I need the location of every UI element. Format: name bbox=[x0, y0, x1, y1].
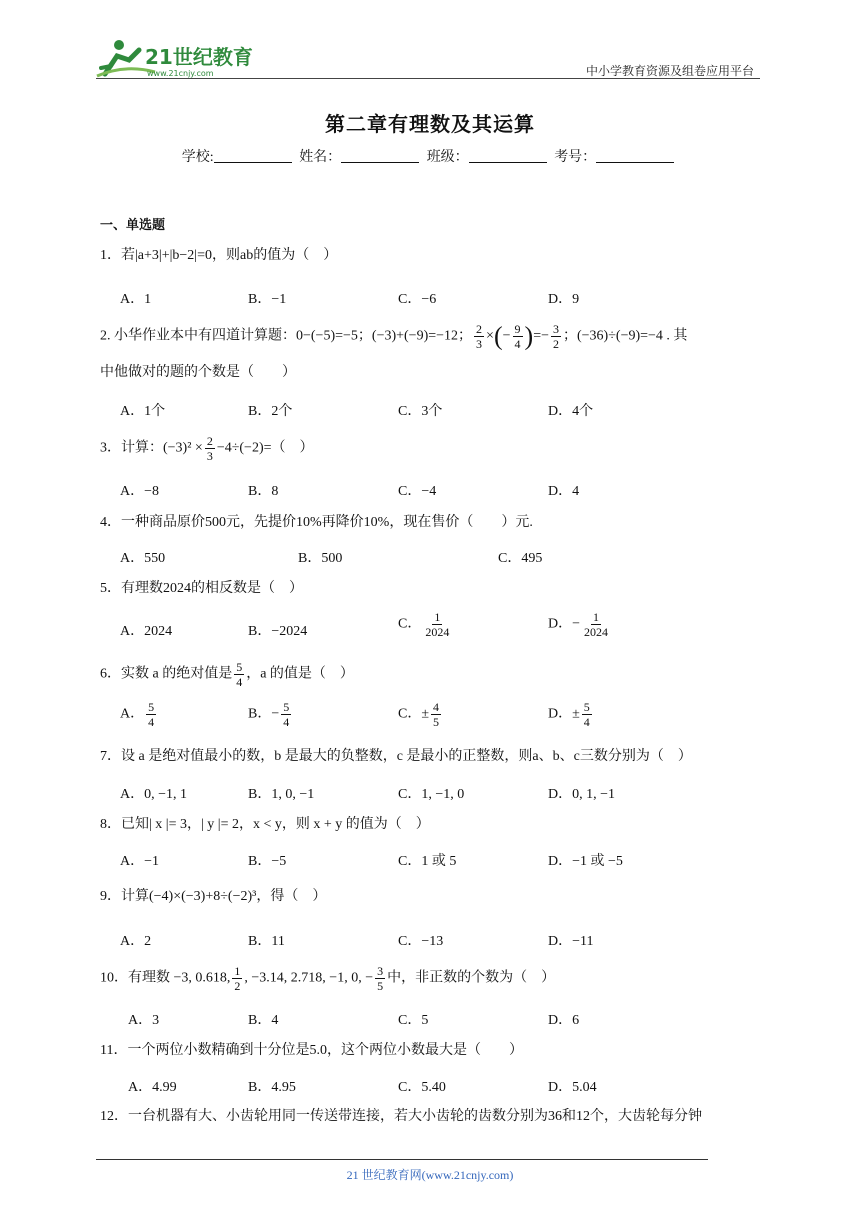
question-number: 5． bbox=[100, 581, 121, 596]
option-b[interactable]: B．1, 0, −1 bbox=[248, 787, 315, 802]
option-a[interactable] bbox=[120, 700, 158, 729]
fraction bbox=[205, 434, 215, 463]
question-text: 一台机器有大、小齿轮用同一传送带连接，若大小齿轮的齿数分别为36和12个，大齿轮每分钟 bbox=[128, 1109, 702, 1124]
denominator: 5 bbox=[433, 715, 440, 729]
site-logo bbox=[95, 36, 260, 80]
option-label: C．± bbox=[398, 706, 430, 722]
option-b[interactable]: B．−5 bbox=[248, 854, 287, 869]
option-c[interactable]: C．1 或 5 bbox=[398, 854, 457, 869]
exam-no-field[interactable] bbox=[596, 148, 674, 163]
fraction bbox=[232, 964, 242, 993]
fraction bbox=[423, 610, 451, 639]
option-c[interactable]: C．5 bbox=[398, 1013, 429, 1028]
option-c[interactable]: C．1, −1, 0 bbox=[398, 787, 465, 802]
question-5 bbox=[100, 578, 764, 600]
option-d[interactable]: D．4 bbox=[548, 484, 580, 499]
option-c[interactable]: C．−13 bbox=[398, 934, 444, 949]
question-text: ，a 的值是（ ） bbox=[246, 666, 354, 682]
fraction bbox=[513, 322, 523, 351]
question-number: 4． bbox=[100, 515, 121, 530]
question-11 bbox=[100, 1040, 764, 1062]
question-text: ；(−36)÷(−9)=−4 . 其 bbox=[563, 328, 688, 344]
numerator: 4 bbox=[433, 700, 440, 714]
question-text: −4÷(−2)=（ ） bbox=[216, 440, 314, 456]
denominator: 4 bbox=[283, 715, 290, 729]
numerator: 5 bbox=[236, 660, 243, 674]
logo-graphic bbox=[95, 36, 260, 80]
svg-text:21世纪教育: 21世纪教育 bbox=[145, 45, 253, 69]
option-c[interactable] bbox=[398, 700, 443, 729]
denominator: 4 bbox=[236, 675, 243, 689]
question-number: 11． bbox=[100, 1043, 128, 1058]
option-d[interactable]: D．9 bbox=[548, 292, 580, 307]
option-d[interactable] bbox=[548, 610, 612, 639]
name-label: 姓名： bbox=[299, 150, 342, 165]
option-label: A． bbox=[120, 706, 145, 722]
fraction bbox=[431, 700, 441, 729]
question-text: 一个两位小数精确到十分位是5.0，这个两位小数最大是（ ） bbox=[127, 1043, 523, 1058]
option-d[interactable]: D．−11 bbox=[548, 934, 594, 949]
denominator: 3 bbox=[206, 449, 213, 463]
option-a[interactable]: A．2024 bbox=[120, 624, 173, 639]
paren: ( bbox=[493, 321, 503, 351]
option-c[interactable]: C．5.40 bbox=[398, 1080, 446, 1095]
numerator: 5 bbox=[283, 700, 290, 714]
header-platform-text: 中小学教育资源及组卷应用平台 bbox=[585, 64, 754, 78]
question-text: 有理数 −3, 0.618, bbox=[128, 970, 231, 986]
footer-divider bbox=[96, 1159, 708, 1160]
question-3 bbox=[100, 434, 764, 463]
header-divider bbox=[96, 78, 760, 79]
paren: ) bbox=[524, 321, 534, 351]
question-6 bbox=[100, 660, 764, 689]
question-text: 已知| x |= 3，| y |= 2，x < y，则 x + y 的值为（ ） bbox=[121, 817, 430, 832]
fraction bbox=[281, 700, 291, 729]
fraction bbox=[582, 700, 592, 729]
question-number: 3． bbox=[100, 440, 121, 456]
question-4 bbox=[100, 512, 764, 534]
question-number: 10． bbox=[100, 970, 128, 986]
option-b[interactable]: B．11 bbox=[248, 934, 285, 949]
fraction bbox=[551, 322, 561, 351]
numerator: 1 bbox=[234, 964, 241, 978]
school-field[interactable] bbox=[214, 148, 292, 163]
numerator: 3 bbox=[553, 322, 559, 336]
option-d[interactable]: D．0, 1, −1 bbox=[548, 787, 616, 802]
question-2: 2. 小华作业本中有四道计算题：0−(−5)=−5；(−3)+(−9)=−12； $\frac{2}{3}$ ×(− $\frac{9}{4}$ )=− $\frac{3}{2}$ ；(−36)÷(−9)=−4 . 其 bbox=[100, 321, 688, 351]
denominator: 3 bbox=[476, 337, 483, 351]
question-text: 中，非正数的个数为（ ） bbox=[387, 970, 556, 986]
question-10 bbox=[100, 964, 764, 993]
option-a[interactable]: A．3 bbox=[128, 1013, 160, 1028]
question-text: , −3.14, 2.718, −1, 0, − bbox=[244, 970, 374, 986]
denominator: 2024 bbox=[425, 625, 450, 639]
denominator: 5 bbox=[377, 979, 384, 993]
numerator: 3 bbox=[377, 964, 384, 978]
question-text: 小华作业本中有四道计算题：0−(−5)=−5；(−3)+(−9)=−12； bbox=[114, 328, 473, 344]
page-title: 第二章有理数及其运算 bbox=[325, 114, 535, 136]
fraction bbox=[234, 660, 244, 689]
question-text: 计算：(−3)² × bbox=[121, 440, 203, 456]
option-c[interactable]: C．−4 bbox=[398, 484, 437, 499]
question-number: 2. bbox=[100, 328, 111, 344]
denominator: 2 bbox=[234, 979, 241, 993]
question-number: 6． bbox=[100, 666, 121, 682]
denominator: 2 bbox=[553, 337, 559, 351]
numerator: 5 bbox=[583, 700, 590, 714]
option-b[interactable]: B．4 bbox=[248, 1013, 279, 1028]
question-8 bbox=[100, 814, 764, 836]
numerator: 2 bbox=[206, 434, 213, 448]
section-heading: 一、单选题 bbox=[100, 217, 166, 232]
denominator: 4 bbox=[583, 715, 590, 729]
option-b[interactable]: B．8 bbox=[248, 484, 279, 499]
fraction bbox=[474, 322, 484, 351]
numerator: 9 bbox=[514, 322, 521, 336]
option-a[interactable]: A．4.99 bbox=[128, 1080, 177, 1095]
question-12 bbox=[100, 1106, 770, 1128]
numerator: 5 bbox=[148, 700, 155, 714]
option-a[interactable]: A．550 bbox=[120, 551, 166, 566]
fraction bbox=[146, 700, 156, 729]
question-text: 若|a+3|+|b−2|=0，则ab的值为（ ） bbox=[121, 248, 338, 263]
option-label: B．− bbox=[248, 706, 280, 722]
question-7 bbox=[100, 746, 764, 768]
option-b[interactable]: B．2个 bbox=[248, 404, 293, 419]
fraction bbox=[582, 610, 610, 639]
question-text: 计算(−4)×(−3)+8÷(−2)³，得（ ） bbox=[121, 889, 327, 904]
school-label: 学校: bbox=[181, 150, 214, 165]
option-b[interactable]: B．4.95 bbox=[248, 1080, 296, 1095]
class-label: 班级： bbox=[426, 150, 469, 165]
numerator: 2 bbox=[476, 322, 483, 336]
svg-text:www.21cnjy.com: www.21cnjy.com bbox=[147, 69, 214, 78]
option-a[interactable]: A．1 bbox=[120, 292, 152, 307]
question-text: 设 a 是绝对值最小的数，b 是最大的负整数，c 是最小的正整数，则a、b、c三数分别为（ ） bbox=[121, 749, 692, 764]
question-number: 7． bbox=[100, 749, 121, 764]
student-info-line bbox=[0, 146, 860, 166]
numerator: 1 bbox=[434, 610, 441, 624]
option-d[interactable]: D．5.04 bbox=[548, 1080, 597, 1095]
question-2-line-2: 中他做对的题的个数是（ ） bbox=[100, 365, 296, 380]
question-text: 实数 a 的绝对值是 bbox=[121, 666, 233, 682]
footer-link[interactable]: 21 世纪教育网(www.21cnjy.com) bbox=[346, 1168, 514, 1182]
option-c[interactable]: C．3个 bbox=[398, 404, 443, 419]
option-d[interactable] bbox=[548, 700, 594, 729]
option-c[interactable]: C．−6 bbox=[398, 292, 437, 307]
question-number: 12． bbox=[100, 1109, 128, 1124]
option-b[interactable]: B．−2024 bbox=[248, 624, 308, 639]
option-c[interactable] bbox=[398, 610, 453, 639]
option-a[interactable]: A．−1 bbox=[120, 854, 160, 869]
question-number: 9． bbox=[100, 889, 121, 904]
option-c[interactable]: C．495 bbox=[498, 551, 543, 566]
denominator: 4 bbox=[148, 715, 155, 729]
option-label: D．− bbox=[548, 616, 581, 632]
option-label: D．± bbox=[548, 706, 580, 722]
option-d[interactable]: D．6 bbox=[548, 1013, 580, 1028]
option-a[interactable]: A．2 bbox=[120, 934, 152, 949]
option-a[interactable]: A．1个 bbox=[120, 404, 166, 419]
question-text: × bbox=[486, 328, 494, 344]
name-field[interactable] bbox=[341, 148, 419, 163]
question-text: 有理数2024的相反数是（ ） bbox=[121, 581, 303, 596]
question-text: 一种商品原价500元，先提价10%再降价10%，现在售价（ ）元. bbox=[121, 515, 533, 530]
option-b[interactable]: B．−1 bbox=[248, 292, 287, 307]
class-field[interactable] bbox=[469, 148, 547, 163]
option-d[interactable]: D．−1 或 −5 bbox=[548, 854, 623, 869]
option-a[interactable]: A．−8 bbox=[120, 484, 160, 499]
numerator: 1 bbox=[593, 610, 600, 624]
option-a[interactable]: A．0, −1, 1 bbox=[120, 787, 188, 802]
question-number: 1． bbox=[100, 248, 121, 263]
fraction bbox=[375, 964, 385, 993]
denominator: 4 bbox=[514, 337, 521, 351]
exam-no-label: 考号： bbox=[554, 150, 597, 165]
question-9 bbox=[100, 886, 764, 908]
question-number: 8． bbox=[100, 817, 121, 832]
question-1 bbox=[100, 245, 764, 267]
denominator: 2024 bbox=[584, 625, 609, 639]
option-b[interactable] bbox=[248, 700, 293, 729]
option-label: C． bbox=[398, 616, 422, 632]
option-d[interactable]: D．4个 bbox=[548, 404, 594, 419]
option-b[interactable]: B．500 bbox=[298, 551, 343, 566]
question-text: =− bbox=[533, 328, 549, 344]
